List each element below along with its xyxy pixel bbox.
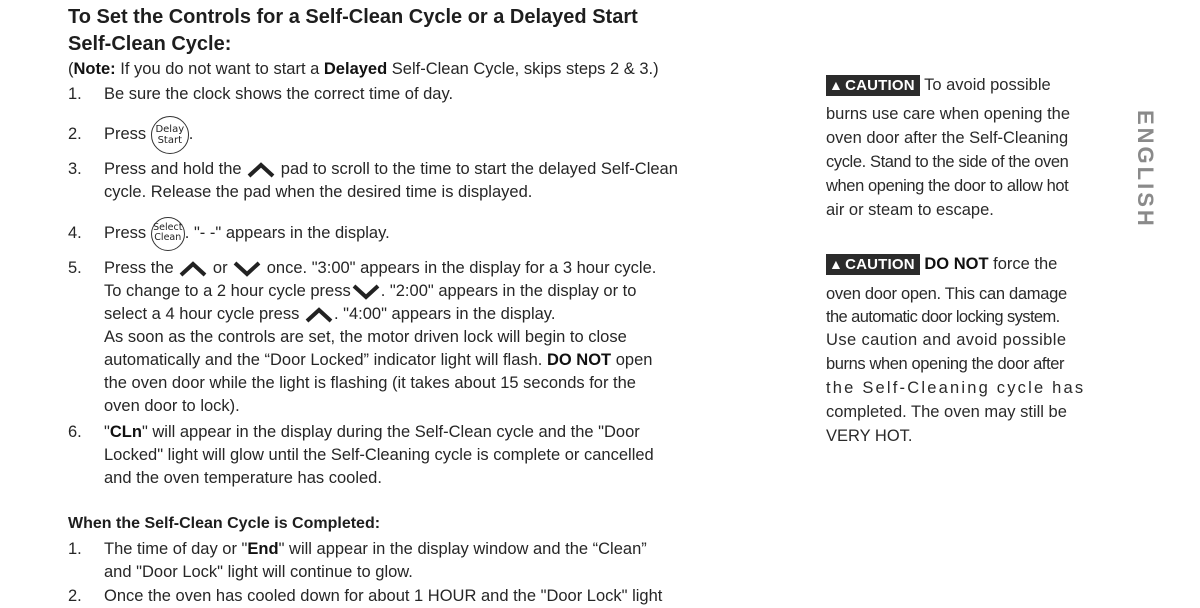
caution-2-line2: oven door open. This can damage — [826, 285, 1067, 303]
completed-1-line2: and "Door Lock" light will continue to glow. — [104, 563, 413, 581]
step-3-line2: cycle. Release the pad when the desired time is displayed. — [104, 183, 533, 201]
step-3-number: 3. — [68, 160, 82, 178]
completed-1-line1: The time of day or "End" will appear in the display window and the “Clean” — [104, 540, 647, 558]
up-arrow-icon — [178, 261, 208, 277]
step-5-line7: oven door to lock). — [104, 397, 240, 415]
step-4-number: 4. — [68, 224, 82, 242]
caution-1-line1: ▲ CAUTION To avoid possible — [826, 73, 1051, 97]
caution-2-line8: VERY HOT. — [826, 427, 913, 445]
step-5-number: 5. — [68, 259, 82, 277]
warning-triangle-icon: ▲ — [829, 256, 844, 272]
note-line: (Note: If you do not want to start a Delayed Self-Clean Cycle, skips steps 2 & 3.) — [68, 60, 659, 78]
step-2-text: Press Delay Start . — [104, 115, 193, 153]
up-arrow-icon — [304, 307, 334, 323]
up-arrow-icon — [246, 162, 276, 178]
language-side-tab: ENGLISH — [1133, 109, 1158, 229]
caution-2-line4: Use caution and avoid possible — [826, 331, 1067, 349]
section-title-line2: Self-Clean Cycle: — [68, 33, 232, 55]
step-3-line1: Press and hold the pad to scroll to the time to start the delayed Self-Clean — [104, 160, 678, 178]
down-arrow-icon — [232, 261, 262, 277]
step-5-line6: the oven door while the light is flashing (it takes about 15 seconds for the — [104, 374, 636, 392]
step-6-line1: "CLn" will appear in the display during the Self-Clean cycle and the "Door — [104, 423, 640, 441]
caution-1-line2: burns use care when opening the — [826, 105, 1071, 123]
section-title-line1: To Set the Controls for a Self-Clean Cycle or a Delayed Start — [68, 6, 638, 28]
step-4-text: Press Select Clean . "- -" appears in the display. — [104, 214, 390, 252]
step-6-line2: Locked" light will glow until the Self-Cleaning cycle is complete or cancelled — [104, 446, 654, 464]
completed-heading: When the Self-Clean Cycle is Completed: — [68, 515, 381, 532]
step-5-line5: automatically and the “Door Locked” indicator light will flash. DO NOT open — [104, 351, 653, 369]
step-5-line1: Press the or once. "3:00" appears in the display for a 3 hour cycle. — [104, 259, 657, 277]
step-5-line2: To change to a 2 hour cycle press . "2:00" appears in the display or to — [104, 282, 637, 300]
completed-1-number: 1. — [68, 540, 82, 558]
caution-badge: ▲ CAUTION — [826, 254, 920, 275]
select-clean-button-icon: Select Clean — [151, 217, 185, 251]
step-5-line4: As soon as the controls are set, the motor driven lock will begin to close — [104, 328, 627, 346]
caution-2-line6: the Self-Cleaning cycle has — [826, 379, 1086, 397]
step-5-line3: select a 4 hour cycle press . "4:00" appears in the display. — [104, 305, 556, 323]
warning-triangle-icon: ▲ — [829, 77, 844, 93]
delay-start-button-icon: Delay Start — [151, 116, 189, 154]
completed-2-number: 2. — [68, 587, 82, 605]
step-6-line3: and the oven temperature has cooled. — [104, 469, 382, 487]
caution-1-line6: air or steam to escape. — [826, 201, 994, 219]
completed-2-line1: Once the oven has cooled down for about 1 HOUR and the "Door Lock" light — [104, 587, 663, 605]
step-1-number: 1. — [68, 85, 82, 103]
caution-2-line3: the automatic door locking system. — [826, 308, 1060, 326]
caution-2-line5: burns when opening the door after — [826, 355, 1065, 373]
caution-1-line3: oven door after the Self-Cleaning — [826, 129, 1069, 147]
caution-1-line4: cycle. Stand to the side of the oven — [826, 153, 1069, 171]
step-6-number: 6. — [68, 423, 82, 441]
caution-1-line5: when opening the door to allow hot — [826, 177, 1069, 195]
caution-badge: ▲ CAUTION — [826, 75, 920, 96]
step-2-number: 2. — [68, 125, 82, 143]
step-1-text: Be sure the clock shows the correct time of day. — [104, 85, 454, 103]
caution-2-line1: ▲ CAUTION DO NOT force the — [826, 252, 1057, 276]
caution-2-line7: completed. The oven may still be — [826, 403, 1067, 421]
down-arrow-icon — [351, 284, 381, 300]
